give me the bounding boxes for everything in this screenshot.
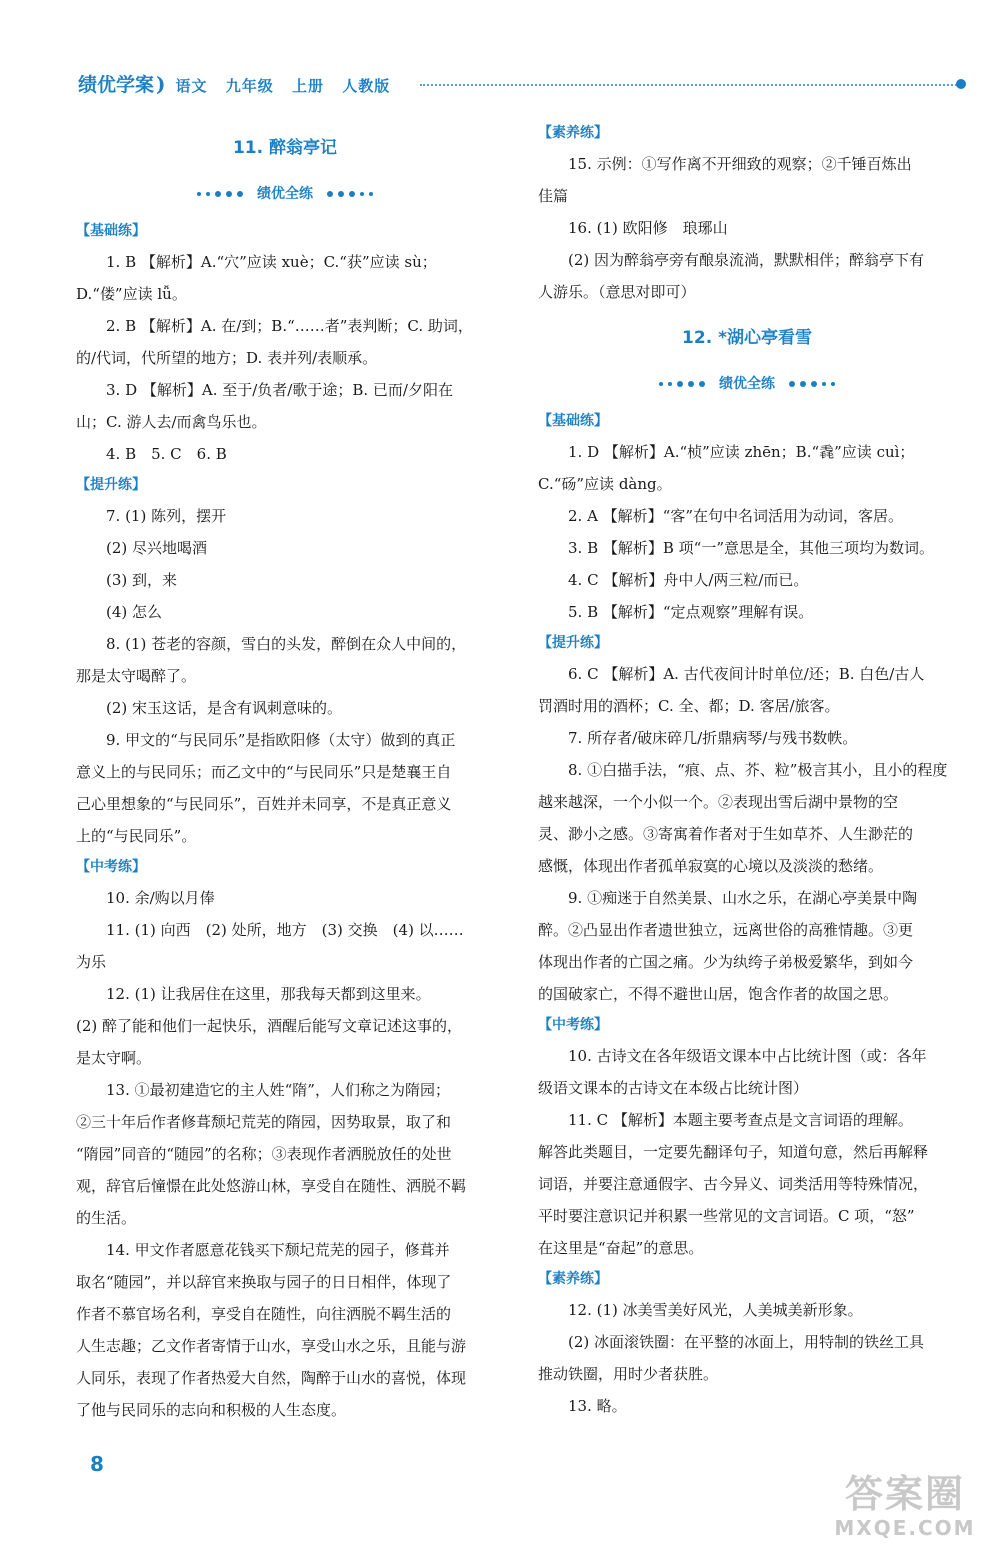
answer-line: 1. B 【解析】A.“穴”应读 xuè；C.“获”应读 sù； [106, 253, 437, 271]
book-info [175, 75, 402, 96]
section-banner [76, 178, 494, 210]
banner-label: 绩优全练 [719, 376, 775, 392]
watermark-logo [820, 1472, 990, 1552]
answer-line: 为乐 [76, 953, 107, 971]
answer-line: 观，辞官后憧憬在此处悠游山林，享受自在随性、洒脱不羁 [76, 1177, 467, 1195]
answer-line: 2. B 【解析】A. 在/到；B.“……者”表判断；C. 助词， [106, 317, 473, 335]
answer-line: 8. ①白描手法，“痕、点、芥、粒”极言其小，且小的程度 [568, 761, 948, 779]
section-heading-exam: 【中考练】 [538, 1017, 608, 1033]
banner-dots-left [659, 381, 705, 387]
left-column [76, 118, 494, 1426]
answer-line: 感慨，体现出作者孤单寂寞的心境以及淡淡的愁绪。 [538, 857, 884, 875]
answer-line: 作者不慕官场名利，享受自在随性，向往洒脱不羁生活的 [76, 1305, 452, 1323]
banner-dots-right [789, 381, 835, 387]
answer-line: 在这里是“奋起”的意思。 [538, 1239, 704, 1257]
banner-dots-left [197, 191, 243, 197]
lesson-title: 11. 醉翁亭记 [232, 138, 338, 158]
answer-line: 10. 余/购以月俸 [106, 889, 215, 907]
answer-line: 7. 所存者/破床碎几/折鼎病琴/与残书数帙。 [568, 729, 858, 747]
answer-line: 12. (1) 冰美雪美好风光，人美城美新形象。 [568, 1301, 863, 1319]
answer-line: 4. C 【解析】舟中人/两三粒/而已。 [568, 571, 809, 589]
answer-line: 9. 甲文的“与民同乐”是指欧阳修（太守）做到的真正 [106, 731, 456, 749]
answer-line: 推动铁圈，用时少者获胜。 [538, 1365, 719, 1383]
answer-line: 15. 示例：①写作离不开细致的观察；②千锤百炼出 [568, 155, 912, 173]
answer-line: 人同乐，表现了作者热爱大自然，陶醉于山水的喜悦，体现 [76, 1369, 467, 1387]
answer-line: (3) 到，来 [106, 571, 178, 589]
answer-line: 山；C. 游人去/而禽鸟乐也。 [76, 413, 267, 431]
answer-line: 级语文课本的古诗文在本级占比统计图） [538, 1079, 809, 1097]
brand [78, 70, 402, 98]
answer-line: 8. (1) 苍老的容颜，雪白的头发，醉倒在众人中间的， [106, 635, 467, 653]
answer-line: 6. C 【解析】A. 古代夜间计时单位/还；B. 白色/古人 [568, 665, 925, 683]
answer-line: 10. 古诗文在各年级语文课本中占比统计图（或：各年 [568, 1047, 927, 1065]
answer-line: 的/代词，代所望的地方；D. 表并列/表顺承。 [76, 349, 378, 367]
page-number: 8 [90, 1452, 104, 1476]
answer-line: 的生活。 [76, 1209, 137, 1227]
answer-line: 灵、渺小之感。③寄寓着作者对于生如草芥、人生渺茫的 [538, 825, 914, 843]
section-heading-exam: 【中考练】 [76, 859, 146, 875]
section-banner [538, 368, 956, 400]
section-heading-basic: 【基础练】 [76, 223, 146, 239]
watermark-domain: MXQE.COM [834, 1516, 976, 1540]
answer-line: 了他与民同乐的志向和积极的人生态度。 [76, 1401, 347, 1419]
right-column [538, 118, 956, 1422]
banner-dots-right [327, 191, 373, 197]
header-dot [956, 79, 966, 89]
answer-line: 越来越深，一个小似一个。②表现出雪后湖中景物的空 [538, 793, 899, 811]
answer-line: 罚酒时用的酒杯；C. 全、都；D. 客居/旅客。 [538, 697, 840, 715]
answer-line: (2) 因为醉翁亭旁有酿泉流淌，默默相伴；醉翁亭下有 [568, 251, 925, 269]
answer-line: 词语，并要注意通假字、古今异义、词类活用等特殊情况， [538, 1175, 929, 1193]
answer-line: 11. C 【解析】本题主要考查点是文言词语的理解。 [568, 1111, 913, 1129]
answer-line: 11. (1) 向西 (2) 处所，地方 (3) 交换 (4) 以…… [106, 921, 464, 939]
answer-line: 14. 甲文作者愿意花钱买下颓圮荒芜的园子，修葺并 [106, 1241, 450, 1259]
answer-line: 醉。②凸显出作者遗世独立，远离世俗的高雅情趣。③更 [538, 921, 914, 939]
book-subject: 语文 [175, 77, 208, 95]
section-heading-improve: 【提升练】 [538, 635, 608, 651]
answer-line: 人生志趣；乙文作者寄情于山水，享受山水之乐，且能与游 [76, 1337, 467, 1355]
answer-line: 取名“随园”，并以辞官来换取与园子的日日相伴，体现了 [76, 1273, 452, 1291]
section-heading-basic: 【基础练】 [538, 413, 608, 429]
header-dotted-rule [420, 84, 960, 86]
answer-line: D.“偻”应读 lǚ。 [76, 285, 187, 303]
page-header [0, 0, 1000, 110]
answer-line: 己心里想象的“与民同乐”，百姓并未同享，不是真正意义 [76, 795, 452, 813]
answer-line: 上的“与民同乐”。 [76, 827, 197, 845]
brand-separator: ) [156, 72, 166, 96]
answer-line: 人游乐。（意思对即可） [538, 283, 696, 301]
answer-line: 9. ①痴迷于自然美景、山水之乐，在湖心亭美景中陶 [568, 889, 918, 907]
answer-line: 是太守啊。 [76, 1049, 152, 1067]
answer-line: 的国破家亡，不得不避世山居，饱含作者的故国之思。 [538, 985, 899, 1003]
book-volume: 上册 [291, 77, 324, 95]
book-edition: 人教版 [342, 77, 391, 95]
answer-line: 12. (1) 让我居住在这里，那我每天都到这里来。 [106, 985, 431, 1003]
answer-line: (2) 宋玉这话，是含有讽刺意味的。 [106, 699, 343, 717]
answer-line: 佳篇 [538, 187, 569, 205]
section-heading-improve: 【提升练】 [76, 477, 146, 493]
brand-name: 绩优学案 [78, 74, 155, 96]
answer-line: 3. D 【解析】A. 至于/负者/歌于途；B. 已而/夕阳在 [106, 381, 453, 399]
answer-line: 3. B 【解析】B 项“一”意思是全，其他三项均为数词。 [568, 539, 935, 557]
section-heading-literacy: 【素养练】 [538, 125, 608, 141]
answer-line: 平时要注意识记并积累一些常见的文言词语。C 项，“怒” [538, 1207, 915, 1225]
answer-line: 5. B 【解析】“定点观察”理解有误。 [568, 603, 814, 621]
answer-line: 那是太守喝醉了。 [76, 667, 197, 685]
answer-line: 4. B 5. C 6. B [106, 445, 227, 463]
book-grade: 九年级 [225, 77, 274, 95]
answer-line: “隋园”同音的“随园”的名称；③表现作者洒脱放任的处世 [76, 1145, 452, 1163]
answer-line: C.“砀”应读 dàng。 [538, 475, 672, 493]
answer-line: (2) 冰面滚铁圈：在平整的冰面上，用特制的铁丝工具 [568, 1333, 925, 1351]
watermark-text: 答案圈 [844, 1472, 965, 1516]
answer-line: 16. (1) 欧阳修 琅琊山 [568, 219, 728, 237]
answer-line: 1. D 【解析】A.“桢”应读 zhēn；B.“毳”应读 cuì； [568, 443, 915, 461]
answer-line: 意义上的与民同乐；而乙文中的“与民同乐”只是楚襄王自 [76, 763, 452, 781]
answer-line: 7. (1) 陈列，摆开 [106, 507, 227, 525]
answer-line: ②三十年后作者修葺颓圮荒芜的隋园，因势取景，取了和 [76, 1113, 452, 1131]
answer-line: 解答此类题目，一定要先翻译句子，知道句意，然后再解释 [538, 1143, 929, 1161]
lesson-title: 12. *湖心亭看雪 [682, 328, 812, 348]
answer-line: 13. 略。 [568, 1397, 627, 1415]
answer-line: (2) 醉了能和他们一起快乐，酒醒后能写文章记述这事的， [76, 1017, 463, 1035]
section-heading-literacy: 【素养练】 [538, 1271, 608, 1287]
answer-line: (4) 怎么 [106, 603, 163, 621]
answer-line: 13. ①最初建造它的主人姓“隋”，人们称之为隋园； [106, 1081, 450, 1099]
answer-line: 2. A 【解析】“客”在句中名词活用为动词，客居。 [568, 507, 904, 525]
banner-label: 绩优全练 [257, 186, 313, 202]
answer-line: (2) 尽兴地喝酒 [106, 539, 208, 557]
answer-line: 体现出作者的亡国之痛。少为纨绔子弟极爱繁华，到如今 [538, 953, 914, 971]
